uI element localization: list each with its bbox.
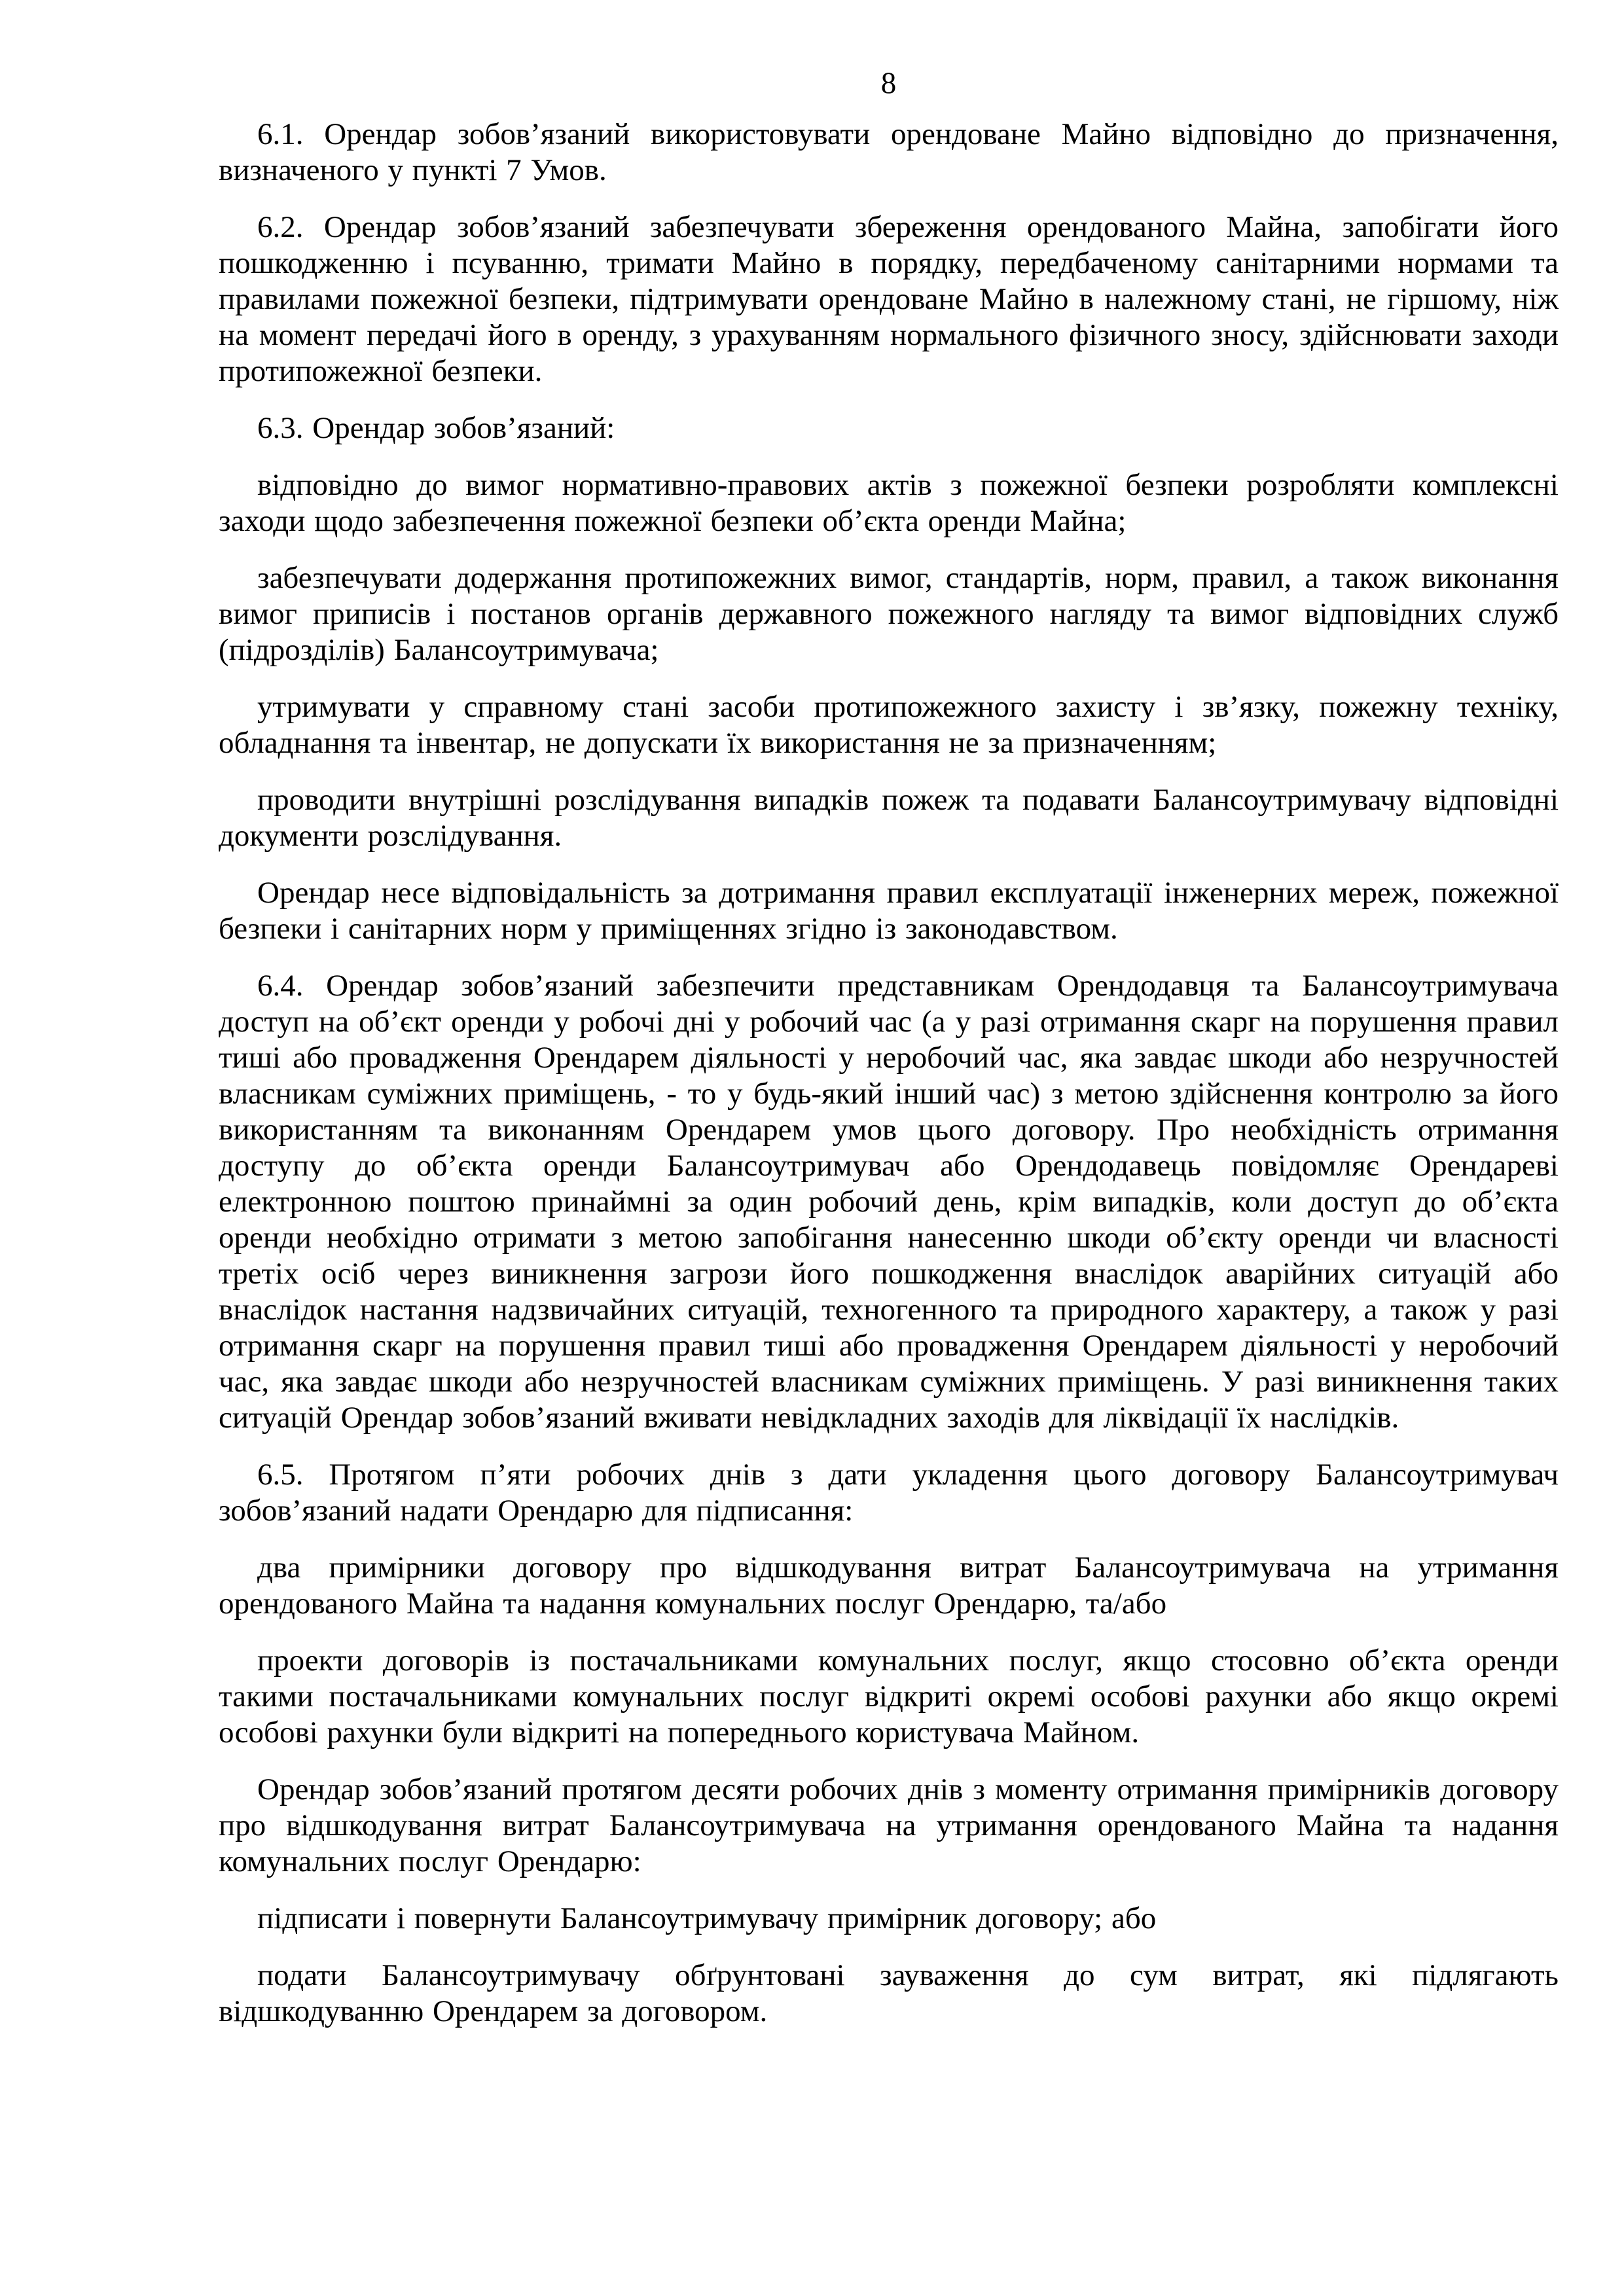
clause-6-5-option-2: подати Балансоутримувачу обґрунтовані зауваження до сум витрат, які підлягають відшкодуванню Орендарем за договором.	[219, 1958, 1559, 2028]
clause-6-5-item-2: проекти договорів із постачальниками комунальних послуг, якщо стосовно об’єкта оренди такими постачальниками комунальних послуг відкриті окремі особові рахунки або якщо окремі особові рахунки були відкриті на попереднього користувача Майном.	[219, 1643, 1559, 1749]
clause-6-3-item-3: утримувати у справному стані засоби протипожежного захисту і зв’язку, пожежну техніку, обладнання та інвентар, не допускати їх використання не за призначенням;	[219, 690, 1559, 760]
clause-6-3-item-2: забезпечувати додержання протипожежних вимог, стандартів, норм, правил, а також виконання вимог приписів і постанов органів державного пожежного нагляду та вимог відповідних служб (підрозділів) Балансоутримувача;	[219, 561, 1559, 667]
clause-6-3-item-4: проводити внутрішні розслідування випадків пожеж та подавати Балансоутримувачу відповідні документи розслідування.	[219, 783, 1559, 853]
clause-6-3: 6.3. Орендар зобов’язаний:	[257, 411, 615, 445]
clause-6-4: 6.4. Орендар зобов’язаний забезпечити представникам Орендодавця та Балансоутримувача доступ на об’єкт оренди у робочі дні у робочий час (а у разі отримання скарг на порушення правил тиші або провадження Орендарем діяльності у неробочий час, яка завдає шкоди або незручностей власникам суміжних приміщень, - то у будь-який інший час) з метою здійснення контролю за його використанням та виконанням Орендарем умов цього договору. Про необхідність отримання доступу до об’єкта оренди Балансоутримувач або Орендодавець повідомляє Орендареві електронною поштою принаймні за один робочий день, крім випадків, коли доступ до об’єкта оренди необхідно отримати з метою запобігання нанесенню шкоди об’єкту оренди чи власності третіх осіб через виникнення загрози його пошкодження внаслідок аварійних ситуацій або внаслідок настання надзвичайних ситуацій, техногенного та природного характеру, а також у разі отримання скарг на порушення правил тиші або провадження Орендарем діяльності у неробочий час, яка завдає шкоди або незручностей власникам суміжних приміщень. У разі виникнення таких ситуацій Орендар зобов’язаний вживати невідкладних заходів для ліквідації їх наслідків.	[219, 969, 1559, 1435]
clause-6-5-option-1: підписати і повернути Балансоутримувачу примірник договору; або	[257, 1901, 1157, 1935]
document-body	[219, 117, 1559, 2030]
clause-6-3-note: Орендар несе відповідальність за дотримання правил експлуатації інженерних мереж, пожежної безпеки і санітарних норм у приміщеннях згідно із законодавством.	[219, 876, 1559, 946]
clause-6-5-note: Орендар зобов’язаний протягом десяти робочих днів з моменту отримання примірників договору про відшкодування витрат Балансоутримувача на утримання орендованого Майна та надання комунальних послуг Орендарю:	[219, 1772, 1559, 1878]
clause-6-5-item-1: два примірники договору про відшкодування витрат Балансоутримувача на утримання орендованого Майна та надання комунальних послуг Орендарю, та/або	[219, 1551, 1559, 1621]
clause-6-2: 6.2. Орендар зобов’язаний забезпечувати збереження орендованого Майна, запобігати його пошкодженню і псуванню, тримати Майно в порядку, передбаченому санітарними нормами та правилами пожежної безпеки, підтримувати орендоване Майно в належному стані, не гіршому, ніж на момент передачі його в оренду, з урахуванням нормального фізичного зносу, здійснювати заходи протипожежної безпеки.	[219, 210, 1559, 388]
clause-6-3-item-1: відповідно до вимог нормативно-правових актів з пожежної безпеки розробляти комплексні заходи щодо забезпечення пожежної безпеки об’єкта оренди Майна;	[219, 468, 1559, 538]
clause-6-1: 6.1. Орендар зобов’язаний використовувати орендоване Майно відповідно до призначення, визначеного у пункті 7 Умов.	[219, 117, 1559, 187]
page-number: 8	[880, 66, 897, 100]
clause-6-5: 6.5. Протягом п’яти робочих днів з дати укладення цього договору Балансоутримувач зобов’язаний надати Орендарю для підписання:	[219, 1458, 1559, 1528]
